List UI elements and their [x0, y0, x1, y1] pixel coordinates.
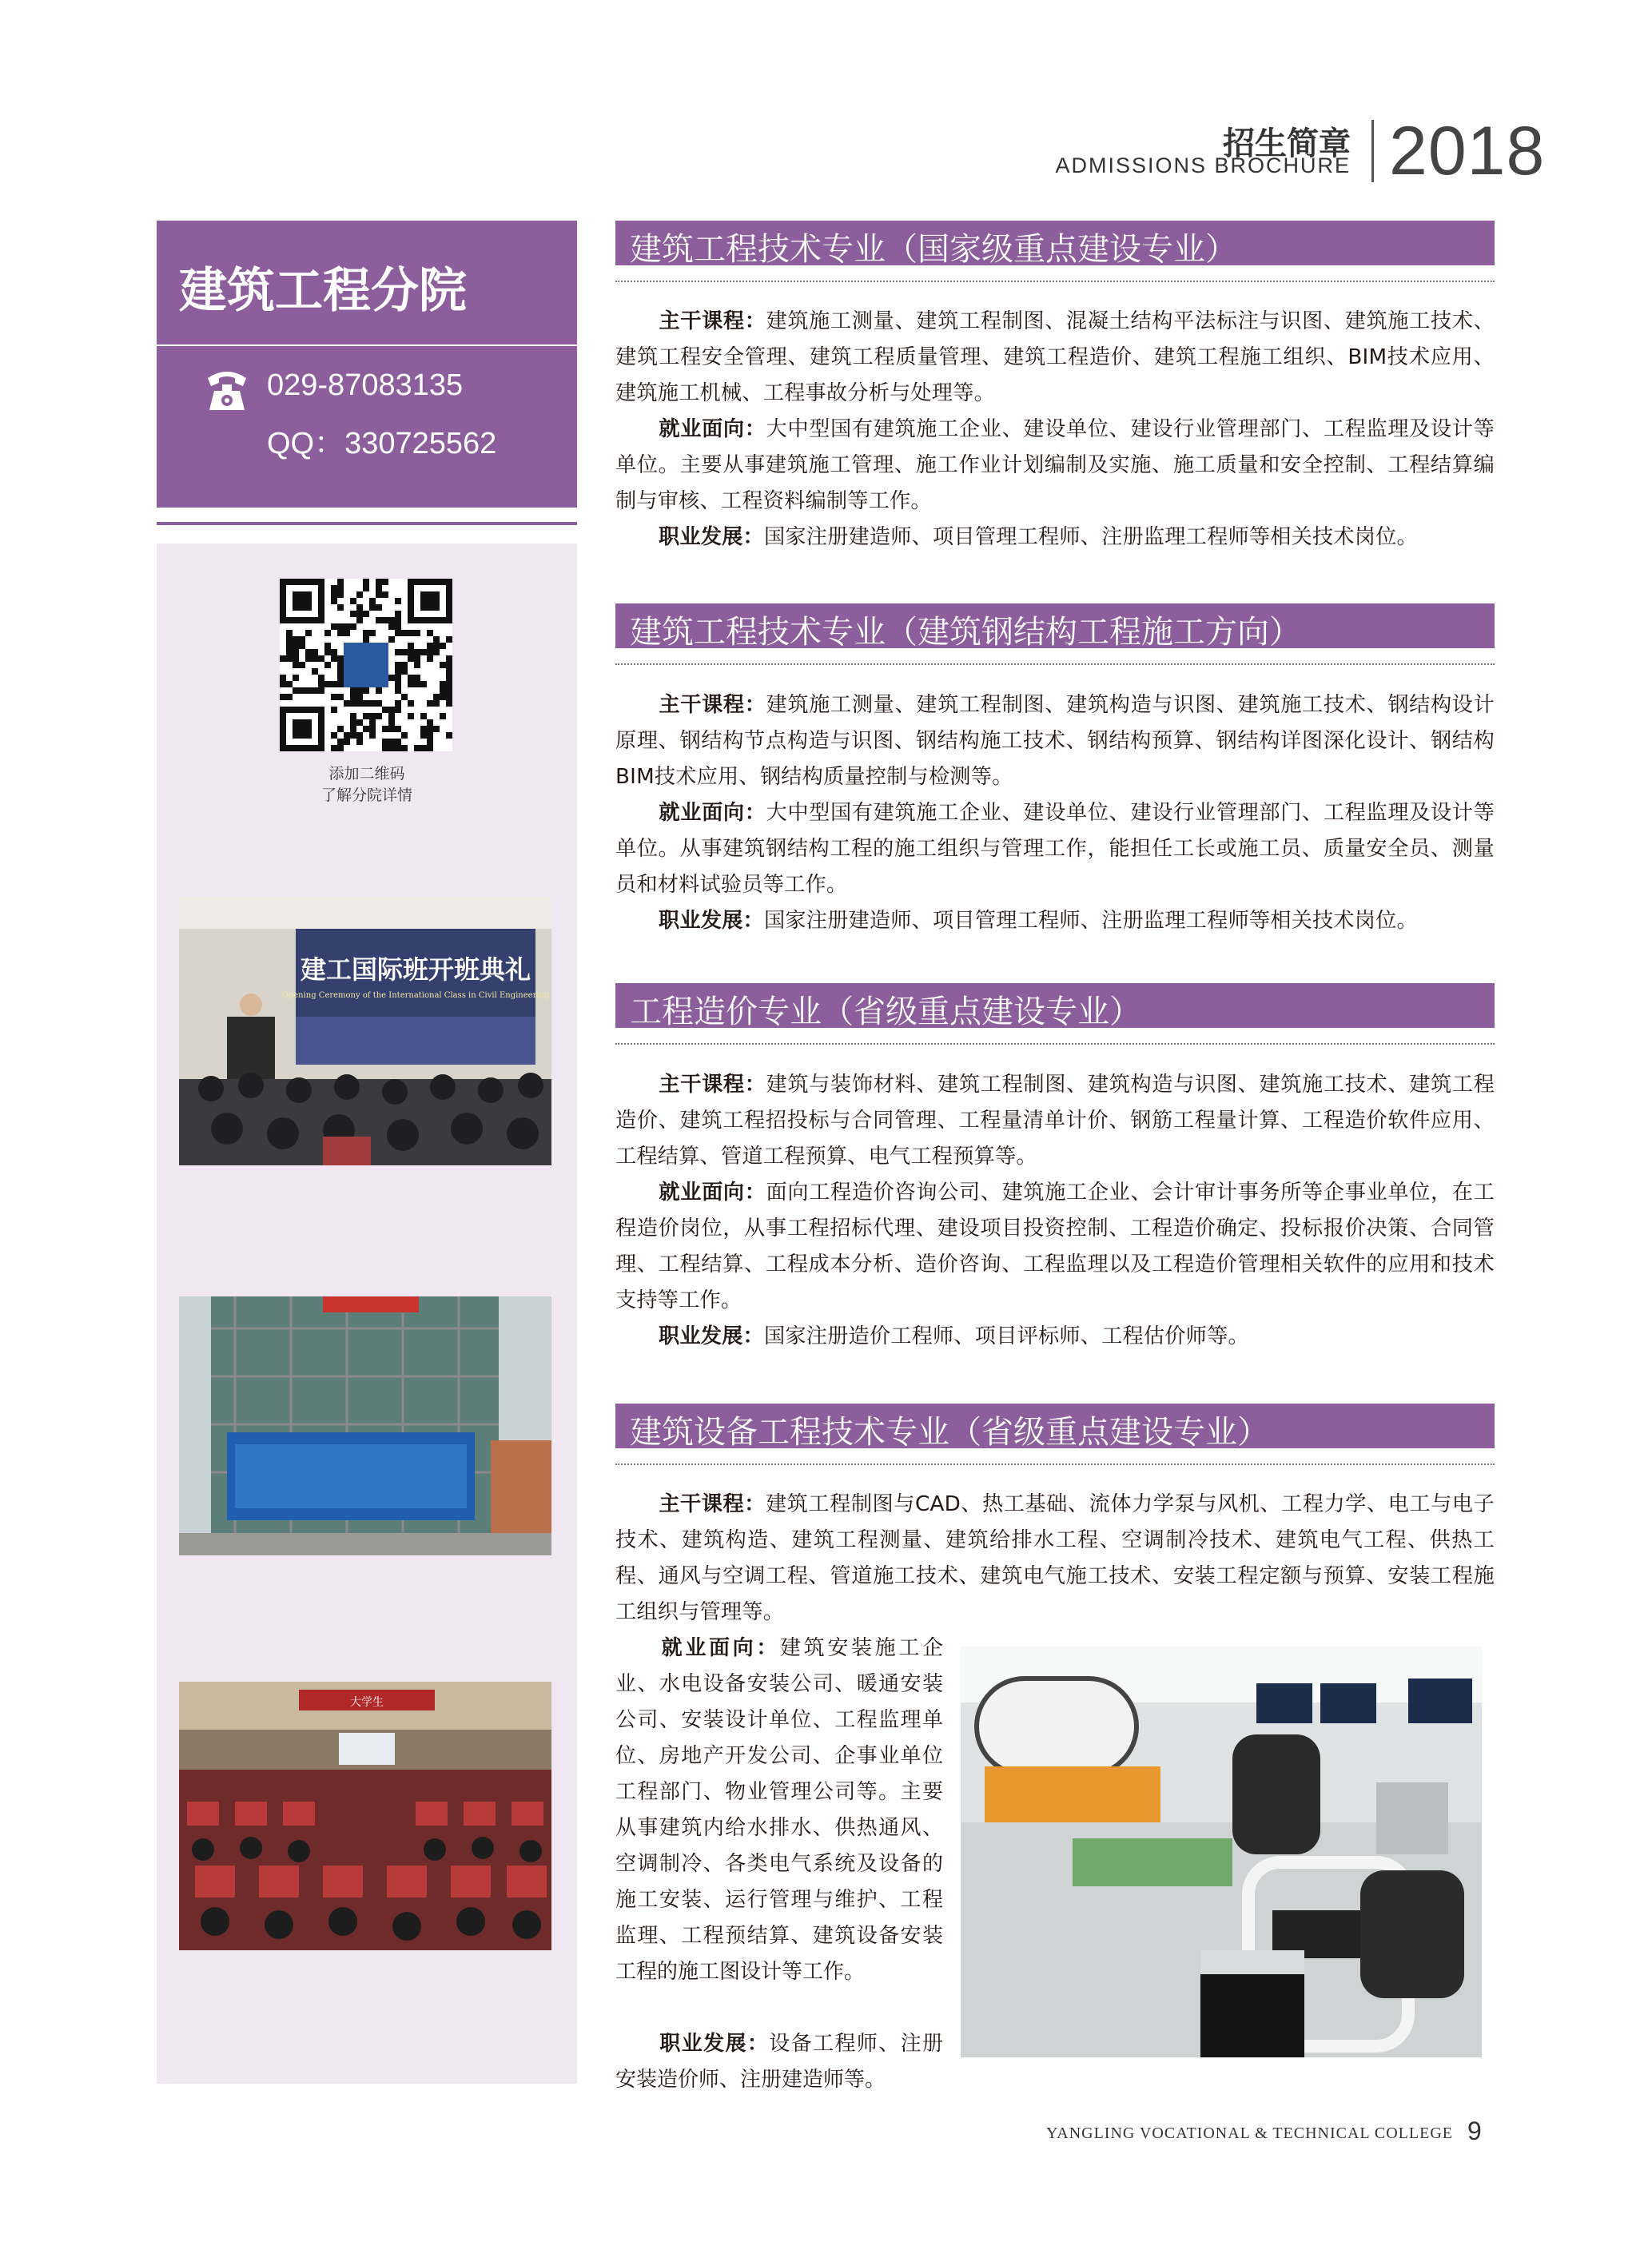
career-text: 国家注册建造师、项目管理工程师、注册监理工程师等相关技术岗位。	[763, 909, 1418, 933]
career-label: 职业发展：	[659, 525, 764, 549]
courses-text: 建筑施工测量、建筑工程制图、建筑构造与识图、建筑施工技术、钢结构设计原理、钢结构节点构造与识图、钢结构施工技术、钢结构预算、钢结构详图深化设计、钢结构BIM技术应用、钢结构质量控制与检测等。	[615, 693, 1495, 789]
paragraph-career	[615, 2026, 943, 2098]
telephone-icon	[201, 364, 253, 415]
paragraph-courses	[615, 1067, 1495, 1175]
photo-equipment-lab	[961, 1647, 1482, 2057]
qr-code	[280, 579, 452, 751]
paragraph-career	[615, 1319, 1495, 1355]
section-header-building-equipment	[615, 1404, 1495, 1451]
contact-phone: 029-87083135	[267, 368, 464, 402]
career-label: 职业发展：	[659, 1324, 764, 1348]
section-title: 建筑设备工程技术专业（省级重点建设专业）	[630, 1414, 1269, 1451]
ceremony-banner-subtitle: Opening Ceremony of the International Class in Civil Engineering	[281, 991, 550, 1000]
sidebar-divider	[157, 522, 577, 525]
dotted-divider	[615, 281, 1495, 282]
section-header-cost-engineering	[615, 983, 1495, 1028]
paragraph-courses	[615, 304, 1495, 412]
courses-text: 建筑施工测量、建筑工程制图、混凝土结构平法标注与识图、建筑施工技术、建筑工程安全管理、建筑工程质量管理、建筑工程造价、建筑工程施工组织、BIM技术应用、建筑施工机械、工程事故分析与处理等。	[615, 309, 1495, 405]
employment-text: 大中型国有建筑施工企业、建设单位、建设行业管理部门、工程监理及设计等单位。主要从事建筑施工管理、施工作业计划编制及实施、施工质量和安全控制、工程结算编制与审核、工程资料编制等工作。	[615, 417, 1495, 513]
employment-label: 就业面向：	[659, 801, 766, 825]
dotted-divider	[615, 1043, 1495, 1045]
employment-label: 就业面向：	[659, 1636, 780, 1660]
employment-text: 面向工程造价咨询公司、建筑施工企业、会计审计事务所等企事业单位，在工程造价岗位，从事工程招标代理、建设项目投资控制、工程造价确定、投标报价决策、合同管理、工程结算、工程成本分析、造价咨询、工程监理以及工程造价管理相关软件的应用和技术支持等工作。	[615, 1181, 1495, 1312]
sidebar-body	[157, 544, 577, 2084]
career-label: 职业发展：	[659, 2032, 770, 2056]
courses-label: 主干课程：	[659, 693, 766, 717]
sidebar-contact	[157, 346, 577, 508]
ceremony-banner-title: 建工国际班开班典礼	[300, 954, 531, 985]
section-title: 建筑工程技术专业（建筑钢结构工程施工方向）	[630, 614, 1301, 651]
photo-opening-ceremony	[179, 897, 551, 1165]
paragraph-courses	[615, 687, 1495, 795]
brochure-title-cn: 招生简章	[1223, 125, 1351, 162]
courses-label: 主干课程：	[659, 1492, 766, 1516]
career-text: 设备工程师、注册安装造价师、注册建造师等。	[615, 2032, 943, 2092]
dotted-divider	[615, 1463, 1495, 1465]
paragraph-employment	[615, 412, 1495, 520]
employment-text: 大中型国有建筑施工企业、建设单位、建设行业管理部门、工程监理及设计等单位。从事建筑钢结构工程的施工组织与管理工作，能担任工长或施工员、质量安全员、测量员和材料试验员等工作。	[615, 801, 1495, 897]
qr-caption-line1: 添加二维码	[328, 765, 405, 783]
section-header-building-tech	[615, 221, 1495, 268]
courses-text: 建筑与装饰材料、建筑工程制图、建筑构造与识图、建筑施工技术、建筑工程造价、建筑工程招投标与合同管理、工程量清单计价、钢筋工程量计算、工程造价软件应用、工程结算、管道工程预算、电气工程预算等。	[615, 1073, 1495, 1169]
paragraph-employment	[615, 1175, 1495, 1319]
paragraph-career	[615, 520, 1495, 556]
career-label: 职业发展：	[659, 909, 764, 933]
department-title: 建筑工程分院	[179, 263, 467, 319]
paragraph-employment	[615, 795, 1495, 903]
photo-auditorium-lecture	[179, 1682, 551, 1950]
brochure-year: 2018	[1389, 113, 1546, 189]
career-text: 国家注册造价工程师、项目评标师、工程估价师等。	[763, 1324, 1249, 1348]
paragraph-courses	[615, 1487, 1495, 1631]
courses-label: 主干课程：	[659, 309, 766, 333]
employment-label: 就业面向：	[659, 417, 766, 441]
photo-training-building	[179, 1296, 551, 1555]
footer-college-name: YANGLING VOCATIONAL & TECHNICAL COLLEGE	[1046, 2125, 1453, 2142]
section-title: 工程造价专业（省级重点建设专业）	[630, 994, 1141, 1030]
page-number: 9	[1467, 2117, 1482, 2145]
qr-caption-line2: 了解分院详情	[320, 786, 412, 804]
contact-qq: QQ：330725562	[267, 427, 497, 460]
header-divider	[1371, 120, 1374, 182]
career-text: 国家注册建造师、项目管理工程师、注册监理工程师等相关技术岗位。	[763, 525, 1418, 549]
auditorium-banner-text: 大学生	[350, 1696, 384, 1709]
section-header-steel-structure	[615, 603, 1495, 651]
paragraph-career	[615, 903, 1495, 939]
section-title: 建筑工程技术专业（国家级重点建设专业）	[630, 231, 1237, 268]
sidebar-header	[157, 221, 577, 344]
employment-text: 建筑安装施工企业、水电设备安装公司、暖通安装公司、安装设计单位、工程监理单位、房地产开发公司、企事业单位工程部门、物业管理公司等。主要从事建筑内给水排水、供热通风、空调制冷、各类电气系统及设备的施工安装、运行管理与维护、工程监理、工程预结算、建筑设备安装工程的施工图设计等工作。	[615, 1636, 943, 1984]
courses-text: 建筑工程制图与CAD、热工基础、流体力学泵与风机、工程力学、电工与电子技术、建筑构造、建筑工程测量、建筑给排水工程、空调制冷技术、建筑电气工程、供热工程、通风与空调工程、管道施工技术、建筑电气施工技术、安装工程定额与预算、安装工程施工组织与管理等。	[615, 1492, 1495, 1624]
employment-label: 就业面向：	[659, 1181, 766, 1205]
paragraph-employment	[615, 1631, 943, 1990]
brochure-title-en: ADMISSIONS BROCHURE	[1055, 153, 1351, 177]
courses-label: 主干课程：	[659, 1073, 766, 1097]
qr-code-image	[280, 579, 452, 751]
dotted-divider	[615, 663, 1495, 665]
